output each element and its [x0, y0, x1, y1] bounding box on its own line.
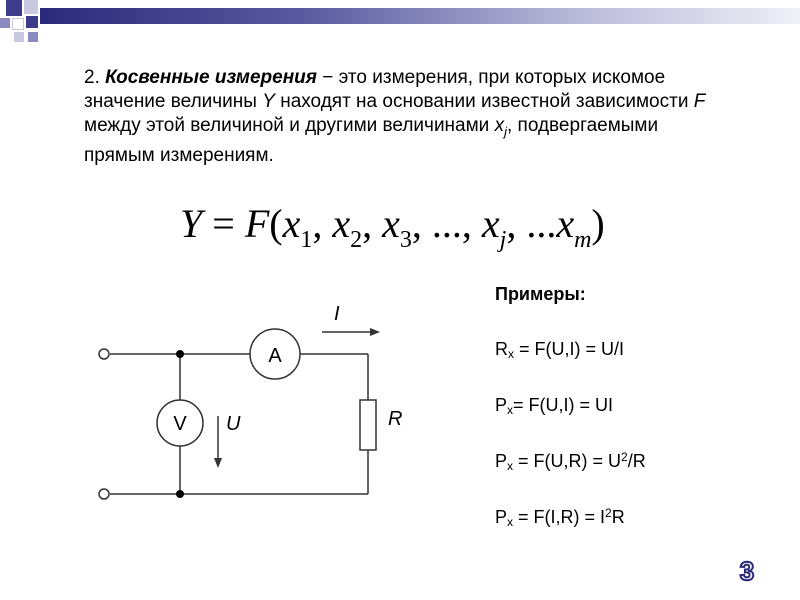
variable-y: Y	[262, 91, 275, 112]
formula-close-paren: )	[591, 201, 605, 246]
subscript-j: j	[504, 123, 507, 139]
formula-x: x	[282, 201, 301, 246]
formula-x: x	[382, 201, 400, 246]
definition-text: − это измерения, при которых искомое значение величины	[84, 67, 666, 112]
example-row: $P_x = F(U,R) = U^2/R$	[495, 450, 646, 473]
formula-comma: ,	[312, 201, 333, 246]
formula-x: x	[481, 201, 500, 246]
header-gradient-bar	[40, 8, 800, 24]
definition-text: между этой величиной и другими величинами	[84, 115, 495, 136]
formula-x: x	[332, 201, 351, 246]
formula-open-paren: (	[269, 201, 283, 246]
current-label: I	[334, 303, 340, 325]
decor-square	[0, 18, 10, 28]
decor-square	[28, 32, 38, 42]
formula-comma: ,	[411, 201, 432, 246]
decor-square	[12, 18, 24, 30]
formula-comma: ,	[506, 201, 527, 246]
decor-square	[24, 0, 38, 14]
resistor-symbol	[360, 400, 376, 450]
formula-f: F	[244, 201, 270, 246]
formula-subscript: j	[499, 227, 507, 253]
variable-f: F	[693, 91, 706, 112]
definition-text: , подвергаемыми прямым измерениям.	[84, 115, 659, 166]
example-row: $P_x = F(I,R) = I^2R$	[495, 506, 625, 529]
junction-dot	[176, 490, 184, 498]
decor-square	[26, 16, 38, 28]
circuit-diagram	[90, 300, 430, 520]
defined-term: Косвенные измерения	[105, 67, 317, 88]
examples-block	[495, 284, 755, 561]
item-number: 2.	[84, 67, 100, 88]
resistor-label: R	[388, 408, 403, 430]
voltmeter-label: V	[173, 413, 187, 435]
formula-subscript: 3	[399, 227, 412, 253]
formula-subscript: 2	[350, 227, 363, 253]
formula-dots: ...	[431, 201, 462, 246]
junction-dot	[176, 350, 184, 358]
header-decoration	[0, 0, 800, 48]
definition-paragraph	[84, 66, 724, 168]
formula-dots: ...	[526, 201, 557, 246]
examples-title: Примеры:	[495, 284, 586, 304]
example-row: $P_x= F(U,I)$ = UI	[495, 395, 614, 417]
current-arrowhead	[370, 328, 380, 336]
formula-subscript: 1	[300, 227, 313, 253]
terminal-top	[99, 349, 109, 359]
formula-y: Y	[180, 201, 203, 246]
formula-x: x	[556, 201, 575, 246]
page-number: 3	[739, 556, 755, 586]
ammeter-label: A	[268, 345, 282, 367]
decor-square	[6, 0, 22, 16]
definition-text: находят на основании известной зависимости	[274, 91, 694, 112]
formula-subscript: m	[574, 227, 592, 253]
formula-comma: ,	[362, 201, 383, 246]
voltage-arrowhead	[214, 458, 222, 468]
decor-square	[14, 32, 24, 42]
variable-x: x	[494, 115, 505, 136]
terminal-bottom	[99, 489, 109, 499]
formula-comma: ,	[461, 201, 482, 246]
indirect-measurement-formula	[180, 198, 605, 253]
voltage-label: U	[226, 413, 241, 435]
formula-equals: =	[202, 201, 245, 246]
example-row: $R_x = F(U,I) = U/I$	[495, 339, 625, 361]
